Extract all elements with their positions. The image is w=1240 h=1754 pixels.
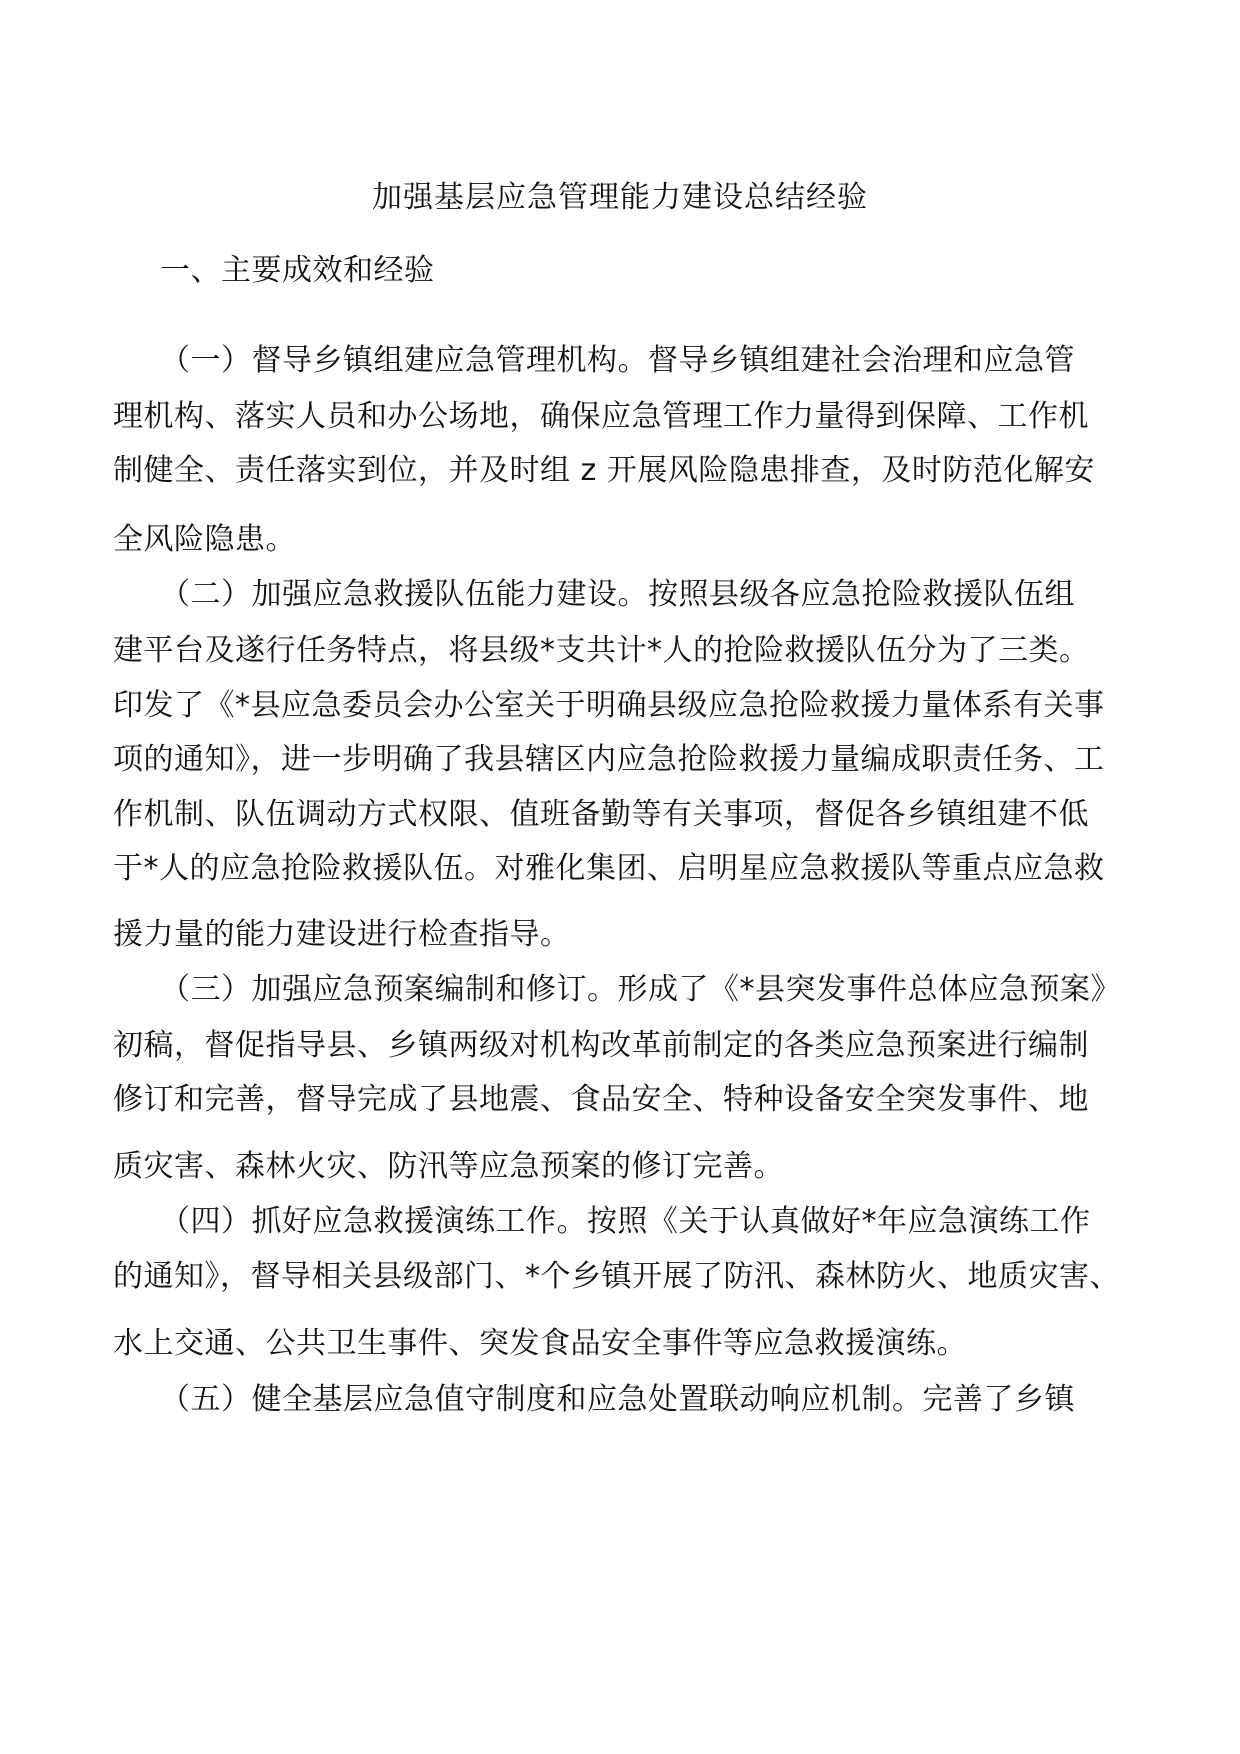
document-title: 加强基层应急管理能力建设总结经验 [372, 180, 868, 215]
paragraph-line: （二）加强应急救援队伍能力建设。按照县级各应急抢险救援队伍组 [160, 577, 1075, 612]
paragraph-line: 援力量的能力建设进行检查指导。 [113, 917, 571, 952]
paragraph-line: 建平台及遂行任务特点，将县级*支共计*人的抢险救援队伍分为了三类。 [113, 633, 1090, 668]
paragraph-line: （一）督导乡镇组建应急管理机构。督导乡镇组建社会治理和应急管 [160, 343, 1075, 378]
paragraph-line: 项的通知》，进一步明确了我县辖区内应急抢险救援力量编成职责任务、工 [113, 742, 1105, 777]
paragraph-line: 修订和完善，督导完成了县地震、食品安全、特种设备安全突发事件、地 [113, 1082, 1089, 1117]
paragraph-line: （四）抓好应急救援演练工作。按照《关于认真做好*年应急演练工作 [160, 1204, 1091, 1239]
paragraph-line: 作机制、队伍调动方式权限、值班备勤等有关事项，督促各乡镇组建不低 [113, 797, 1089, 832]
paragraph-line: 质灾害、森林火灾、防汛等应急预案的修订完善。 [113, 1149, 784, 1184]
paragraph-line: 印发了《*县应急委员会办公室关于明确县级应急抢险救援力量体系有关事 [113, 688, 1105, 723]
paragraph-line: （三）加强应急预案编制和修订。形成了《*县突发事件总体应急预案》 [160, 972, 1121, 1007]
section-heading: 一、主要成效和经验 [160, 253, 435, 288]
paragraph-line: 初稿，督促指导县、乡镇两级对机构改革前制定的各类应急预案进行编制 [113, 1028, 1089, 1063]
paragraph-line: （五）健全基层应急值守制度和应急处置联动响应机制。完善了乡镇 [160, 1382, 1075, 1417]
paragraph-line: 水上交通、公共卫生事件、突发食品安全事件等应急救援演练。 [113, 1326, 967, 1361]
paragraph-line: 于*人的应急抢险救援队伍。对雅化集团、启明星应急救援队等重点应急救 [113, 851, 1105, 886]
paragraph-line: 制健全、责任落实到位，并及时组 z 开展风险隐患排查，及时防范化解安 [113, 453, 1095, 488]
paragraph-line: 的通知》，督导相关县级部门、*个乡镇开展了防汛、森林防火、地质灾害、 [113, 1259, 1120, 1294]
paragraph-line: 理机构、落实人员和办公场地，确保应急管理工作力量得到保障、工作机 [113, 399, 1089, 434]
paragraph-line: 全风险隐患。 [113, 522, 296, 557]
